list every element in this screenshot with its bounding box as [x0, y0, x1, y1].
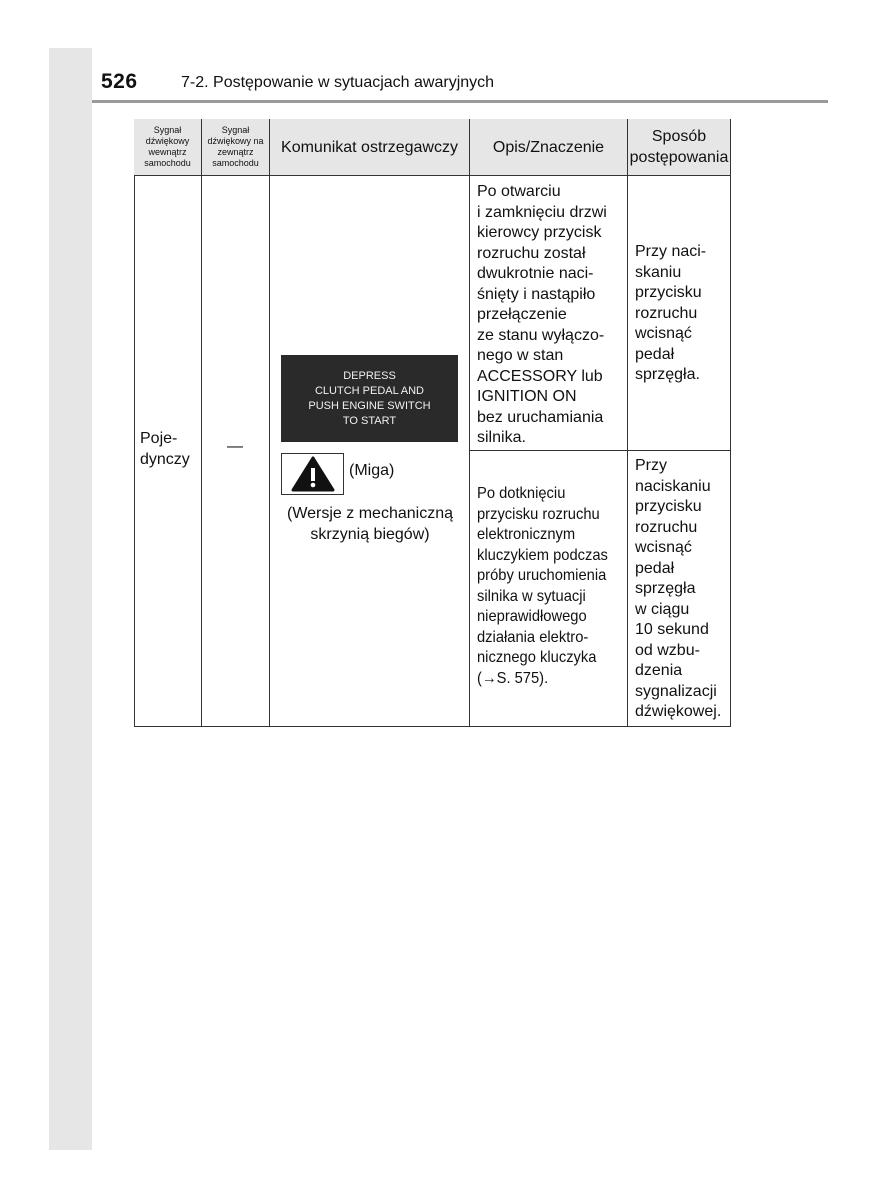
description-1: Po otwarciu i zamknięciu drzwi kierowcy przycisk rozruchu został dwukrotnie naci- śnięty i nastąpiło przełączenie ze stanu wyłączo- nego w stan ACCESSORY lub IGNITION ON bez uruchamiania silnika. [470, 176, 628, 451]
warning-triangle-icon [281, 453, 344, 495]
exterior-signal-value: — [227, 438, 243, 455]
page-margin-bar [49, 48, 92, 1150]
header-rule [92, 100, 828, 103]
header-description [470, 119, 628, 176]
variant-note: (Wersje z mechaniczną skrzynią biegów) [287, 505, 453, 543]
header-interior-signal-label: Sygnał dźwiękowy wewnątrz samochodu [144, 125, 191, 168]
exterior-signal-cell [202, 176, 270, 727]
header-exterior-signal-label: Sygnał dźwiękowy na zewnątrz samochodu [207, 125, 264, 168]
header-exterior-signal [202, 119, 270, 176]
action-1: Przy naci- skaniu przycisku rozruchu wcisnąć pedał sprzęgła. [628, 176, 731, 451]
description-2-text: Po dotknięciu przycisku rozruchu elektronicznym kluczykiem podczas próby uruchomienia silnika w sytuacji nieprawidłowego działania elektro- nicznego kluczyka (→S. 575). [477, 485, 608, 687]
header-interior-signal [134, 119, 202, 176]
interior-signal-value: Poje- dynczy [140, 430, 190, 468]
header-message-label: Komunikat ostrzegawczy [281, 138, 458, 156]
section-title: 7-2. Postępowanie w sytuacjach awaryjnych [181, 74, 495, 91]
blinking-note: (Miga) [349, 462, 395, 479]
warning-table [134, 119, 731, 727]
interior-signal-cell [134, 176, 202, 727]
message-cell [270, 176, 470, 727]
header-action-label: Sposób postępowania [629, 128, 729, 166]
header-action [628, 119, 731, 176]
action-2: Przy naciskaniu przycisku rozruchu wcisnąć pedał sprzęgła w ciągu 10 sekund od wzbu- dzenia sygnalizacji dźwiękowej. [628, 451, 731, 727]
header-message [270, 119, 470, 176]
page-number: 526 [101, 70, 138, 93]
header-description-label: Opis/Znaczenie [492, 138, 605, 156]
dashboard-message-display [281, 355, 458, 442]
dashboard-message-text: DEPRESS CLUTCH PEDAL AND PUSH ENGINE SWITCH TO START [308, 369, 431, 427]
description-2 [470, 451, 628, 727]
